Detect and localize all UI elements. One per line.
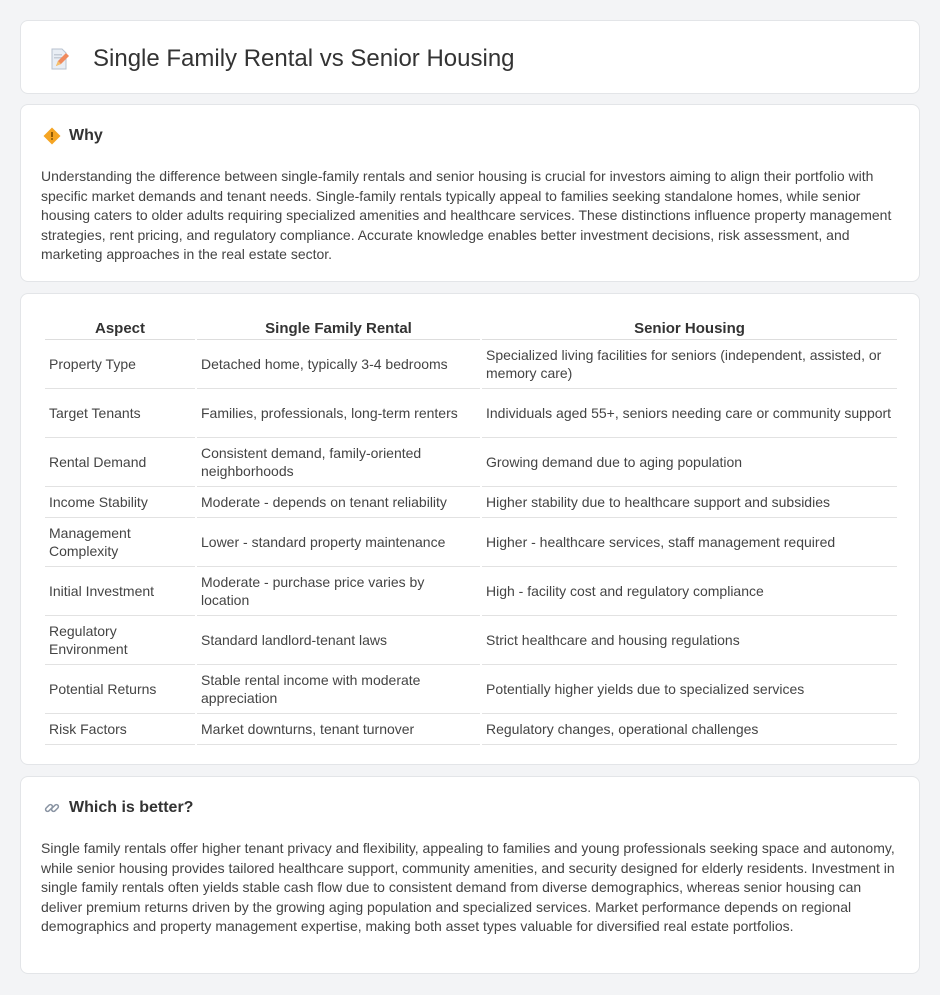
- table-cell: Initial Investment: [45, 567, 195, 616]
- table-cell: Potentially higher yields due to specialized services: [482, 665, 897, 714]
- table-cell: Moderate - depends on tenant reliability: [197, 487, 480, 518]
- column-header-single-family-rental: Single Family Rental: [197, 314, 480, 340]
- why-heading-row: [43, 127, 103, 145]
- column-header-aspect: Aspect: [45, 314, 195, 340]
- header-card: [20, 20, 920, 94]
- table-cell: Detached home, typically 3-4 bedrooms: [197, 340, 480, 389]
- table-row: [45, 616, 897, 665]
- table-row: [45, 567, 897, 616]
- table-cell: Growing demand due to aging population: [482, 438, 897, 487]
- why-heading: Why: [69, 127, 103, 144]
- warning-sign-icon: [43, 127, 61, 145]
- table-row: [45, 438, 897, 487]
- table-cell: Property Type: [45, 340, 195, 389]
- comparison-table-card: [20, 293, 920, 765]
- table-cell: Strict healthcare and housing regulations: [482, 616, 897, 665]
- better-heading: Which is better?: [69, 799, 194, 816]
- link-icon: [43, 799, 61, 817]
- table-cell: Individuals aged 55+, seniors needing care or community support: [482, 389, 897, 438]
- table-cell: Specialized living facilities for seniors (independent, assisted, or memory care): [482, 340, 897, 389]
- document-pencil-icon: [47, 47, 71, 71]
- table-cell: Risk Factors: [45, 714, 195, 745]
- table-cell: Moderate - purchase price varies by location: [197, 567, 480, 616]
- table-cell: Target Tenants: [45, 389, 195, 438]
- table-cell: Market downturns, tenant turnover: [197, 714, 480, 745]
- table-cell: Income Stability: [45, 487, 195, 518]
- column-header-senior-housing: Senior Housing: [482, 314, 897, 340]
- page-title: Single Family Rental vs Senior Housing: [93, 45, 515, 72]
- table-cell: Regulatory Environment: [45, 616, 195, 665]
- why-section: [20, 104, 920, 282]
- table-row: [45, 340, 897, 389]
- table-cell: Higher - healthcare services, staff management required: [482, 518, 897, 567]
- better-text: Single family rentals offer higher tenant privacy and flexibility, appealing to families and young professionals seeking space and autonomy, while senior housing provides tailored healthcare support, community amenities, and security designed for elderly residents. Investment in single family rentals often yields stable cash flow due to consistent demand from diverse demographics, whereas senior housing can deliver premium returns driven by the growing aging population and specialized services. Market performance depends on regional demographics and property management expertise, making both asset types valuable for diversified real estate portfolios.: [41, 840, 895, 935]
- table-row: [45, 714, 897, 745]
- why-text: Understanding the difference between single-family rentals and senior housing is crucial for investors aiming to align their portfolio with specific market demands and tenant needs. Single-family rentals typically appeal to families seeking standalone homes, while senior housing caters to older adults requiring specialized amenities and healthcare services. These distinctions influence property management strategies, rent pricing, and regulatory compliance. Accurate knowledge enables better investment decisions, risk assessment, and marketing approaches in the real estate sector.: [41, 168, 892, 263]
- table-cell: Management Complexity: [45, 518, 195, 567]
- comparison-table: [43, 314, 899, 745]
- table-cell: Lower - standard property maintenance: [197, 518, 480, 567]
- table-cell: Rental Demand: [45, 438, 195, 487]
- better-heading-row: [43, 799, 193, 817]
- table-cell: Regulatory changes, operational challenges: [482, 714, 897, 745]
- table-cell: Consistent demand, family-oriented neighborhoods: [197, 438, 480, 487]
- table-cell: High - facility cost and regulatory compliance: [482, 567, 897, 616]
- table-cell: Stable rental income with moderate appreciation: [197, 665, 480, 714]
- table-cell: Potential Returns: [45, 665, 195, 714]
- table-row: [45, 487, 897, 518]
- which-is-better-section: [20, 776, 920, 974]
- table-cell: Higher stability due to healthcare support and subsidies: [482, 487, 897, 518]
- table-row: [45, 665, 897, 714]
- table-header-row: [45, 314, 897, 340]
- table-cell: Standard landlord-tenant laws: [197, 616, 480, 665]
- table-row: [45, 518, 897, 567]
- table-row: [45, 389, 897, 438]
- table-cell: Families, professionals, long-term renters: [197, 389, 480, 438]
